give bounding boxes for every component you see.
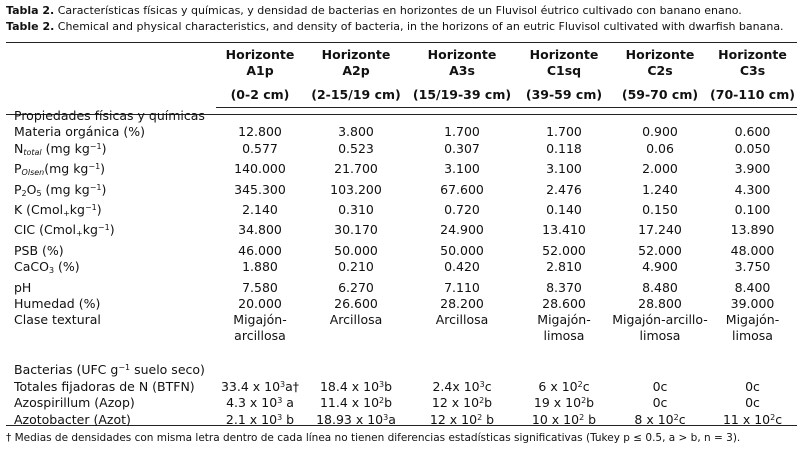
header-depth-row [6,79,797,108]
header-depth: (59-70 cm) [612,79,708,108]
table-cell: 3.800 [338,124,374,140]
exponent: 3 [277,396,283,406]
table-cell: 1.700 [546,124,582,140]
label-superscript: −1 [89,141,102,151]
table-cell: 0.577 [242,140,278,156]
table-cell: 0.420 [444,259,480,275]
table-cell: 17.240 [638,222,682,238]
table-cell: 34.800 [238,222,282,238]
table-cell: 3.900 [734,161,771,177]
table-cell: 28.600 [542,296,586,312]
table-cell: 0.720 [444,202,480,218]
table-cell: 21.700 [334,161,378,177]
table-row [6,182,797,202]
table-cell: 39.000 [730,296,775,312]
row-label: pH [14,279,32,295]
section-bacteria-title: Bacterias (UFC $g^{-1}$ suelo seco) [14,362,205,378]
table-row [6,161,797,181]
row-label: Azospirillum (Azop) [14,395,135,411]
header-depth: (2-15/19 cm) [304,79,408,108]
header-horizon-c1sq: C1sq [546,63,582,78]
exponent: 3 [383,412,389,422]
header-depth: (15/19-39 cm) [408,79,516,108]
label-subscript: Olsen [21,168,45,178]
table-cell: 1.240 [642,181,678,197]
row-label: P2O5 (mg $kg^{-1}$) [14,181,107,198]
label-subscript: 5 [36,188,42,198]
data-table [6,47,797,428]
section-title-row [6,108,797,125]
exponent: 2 [581,396,587,406]
table-cell: 4.300 [734,181,771,197]
table-cell: 0c [745,395,760,411]
table-cell: 26.600 [334,296,378,312]
table-cell: 12.800 [238,124,282,140]
table-cell: 1.880 [242,259,278,275]
table-body [6,108,797,429]
caption-spanish [6,4,742,17]
table-cell: 0.600 [734,124,771,140]
table-cell: 50.000 [334,242,378,258]
label-superscript: −1 [84,203,97,213]
table-cell: 18.4 x $10^3b$ [319,378,393,394]
table-cell: 1.700 [444,124,480,140]
table-cell: 3.100 [546,161,582,177]
table-cell: 0c [652,378,668,394]
table-cell: 2.000 [642,161,678,177]
caption-en-text: Chemical and physical characteristics, and density of bacteria, in the horizons of an eutric Fluvisol cultivated with dwarfish banana. [54,20,784,33]
table-cell: 24.900 [440,222,484,238]
exponent: 3 [277,412,283,422]
table-cell: 0.307 [444,140,480,156]
table-row [6,202,797,222]
table-cell: 0.140 [546,202,582,218]
table-cell: 140.000 [234,161,286,177]
table-cell: 103.200 [330,181,382,197]
caption-en-label: Table 2. [6,20,55,33]
caption-es-text: Características físicas y químicas, y densidad de bacterias en horizontes de un Fluvisol éutrico cultivado con banano enano. [54,4,742,17]
table-cell: 20.000 [238,296,282,312]
row-label: CaCO3 (%) [14,259,80,276]
header-depth: (0-2 cm) [216,79,304,108]
label-subscript: 3 [48,266,55,276]
header-horizonte-word: Horizonte [529,47,599,62]
table-cell: 2.476 [546,181,582,197]
exponent: 2 [479,396,485,406]
table-cell: 11.4 x $10^2b$ [319,395,393,411]
table-cell: 4.3 x $10^3$ a [226,395,294,411]
table-row [6,259,797,279]
exponent: 3 [379,379,385,389]
caption-english [6,20,784,33]
table-cell: 2.1 x $10^3$ b [225,411,295,427]
table-cell: Arcillosa [435,312,489,328]
table-cell: 8.370 [546,279,582,295]
table-cell: 2.140 [242,202,278,218]
section-physical-chemical-title: Propiedades físicas y químicas [14,108,205,123]
table-row [6,312,797,344]
table-row [6,412,797,428]
table-cell: 7.110 [444,279,480,295]
title-superscript: −1 [118,363,131,373]
table-cell: 48.000 [730,242,775,258]
table-cell: 50.000 [440,242,484,258]
table-cell: 30.170 [334,222,378,238]
table-cell: 12 x $10^2$ b [429,411,495,427]
caption-es-label: Tabla 2. [6,4,55,17]
exponent: 2 [770,412,776,422]
label-subscript: total [23,147,42,157]
table-cell: 3.750 [734,259,771,275]
table-cell: Migajón- limosa [725,312,780,344]
table-cell: 0.900 [642,124,678,140]
label-subscript: + [63,209,70,219]
table-cell: 0.150 [642,202,678,218]
row-label: Azotobacter (Azot) [14,411,131,427]
table-row [6,124,797,140]
table-cell: 0c [745,378,760,394]
table-row [6,296,797,312]
table-cell: 0.100 [734,202,771,218]
footnote: † Medias de densidades con misma letra dentro de cada línea no tienen diferencias estadísticas significativas (Tukey p ≤ 0.5, a > b, n = 3). [6,432,741,444]
table-cell: 18.93 x $10^3a$ [316,411,396,427]
table-cell: 8.400 [734,279,771,295]
exponent: 3 [479,379,485,389]
label-superscript: −1 [88,162,101,172]
table-cell: Arcillosa [329,312,383,328]
table-cell: 28.800 [638,296,682,312]
table-cell: 52.000 [638,242,682,258]
table-cell: 6 x $10^2c$ [538,378,590,394]
exponent: 2 [579,412,585,422]
table-cell: 11 x $10^2c$ [722,411,783,427]
header-horizonte-word: Horizonte [321,47,391,62]
header-horizonte-word: Horizonte [427,47,497,62]
table-cell: 33.4 x $10^3a\dagger$ [220,378,300,394]
label-superscript: −1 [89,182,102,192]
table-cell: 7.580 [242,279,278,295]
top-rule [6,42,797,43]
header-horizonte-row [6,47,797,63]
table-cell: 12 x $10^2b$ [431,395,493,411]
row-label: CIC $(Cmol+kg^{-1})$ [14,222,115,239]
header-horizon-a1p: A1p [246,63,274,78]
exponent: 2 [379,396,385,406]
table-cell: 46.000 [238,242,282,258]
row-label: Clase textural [14,312,101,328]
table-row [6,280,797,296]
table-cell: 0c [652,395,668,411]
table-cell: 52.000 [542,242,586,258]
table-row [6,379,797,395]
table-cell: 0.050 [734,140,771,156]
spacer-cell [6,344,797,362]
table-cell: 0.310 [338,202,374,218]
row-label: $N_{total}$ (mg $kg^{-1}$) [14,140,107,157]
label-subscript: 2 [21,188,27,198]
header-depth: (70-110 cm) [708,79,797,108]
table-cell: 67.600 [440,181,484,197]
header-horizon-name-row [6,63,797,79]
row-label: K $(Cmol+kg^{-1})$ [14,202,102,219]
table-cell: Migajón- limosa [537,312,591,344]
table-cell: 2.810 [546,259,582,275]
table-row [6,141,797,161]
row-label: PSB (%) [14,242,64,258]
table-row [6,243,797,259]
table-cell: 8 x $10^2c$ [634,411,686,427]
table-cell: 10 x $10^2$ b [531,411,597,427]
header-horizonte-word: Horizonte [225,47,295,62]
table-cell: 0.118 [546,140,582,156]
header-horizon-a2p: A2p [342,63,370,78]
label-superscript: −1 [97,223,110,233]
section-title-row [6,362,797,378]
table-cell: 4.900 [642,259,678,275]
row-label: Humedad (%) [14,296,101,312]
row-label: Materia orgánica (%) [14,124,145,140]
header-horizon-a3s: A3s [449,63,475,78]
table-cell: 345.300 [234,181,286,197]
header-horizonte-word: Horizonte [718,47,787,62]
table-cell: 0.06 [646,140,674,156]
table-cell: 8.480 [642,279,678,295]
table-row [6,395,797,411]
table-cell: 0.523 [338,140,374,156]
table-cell: 28.200 [440,296,484,312]
label-subscript: + [76,229,83,239]
table-cell: 0.210 [338,259,374,275]
row-label: $P_{Olsen}(mg$ $kg^{-1}$) [14,161,106,178]
table-cell: 3.100 [444,161,480,177]
spacer-row [6,344,797,362]
row-label: Totales fijadoras de N (BTFN) [14,378,195,394]
table-cell: Migajón-arcillo- limosa [612,312,708,344]
table-cell: Migajón- arcillosa [233,312,287,344]
exponent: 3 [280,379,286,389]
table-cell: 19 x $10^2b$ [533,395,595,411]
header-depth: (39-59 cm) [516,79,612,108]
exponent: 2 [577,379,583,389]
table-cell: 13.410 [542,222,586,238]
table-cell: 2.4x $10^3c$ [432,378,492,394]
exponent: 2 [673,412,679,422]
header-horizonte-word: Horizonte [625,47,695,62]
exponent: 2 [477,412,483,422]
header-horizon-c3s: C3s [739,63,766,78]
table-cell: 6.270 [338,279,374,295]
table-row [6,222,797,242]
header-horizon-c2s: C2s [647,63,673,78]
table-cell: 13.890 [730,222,775,238]
